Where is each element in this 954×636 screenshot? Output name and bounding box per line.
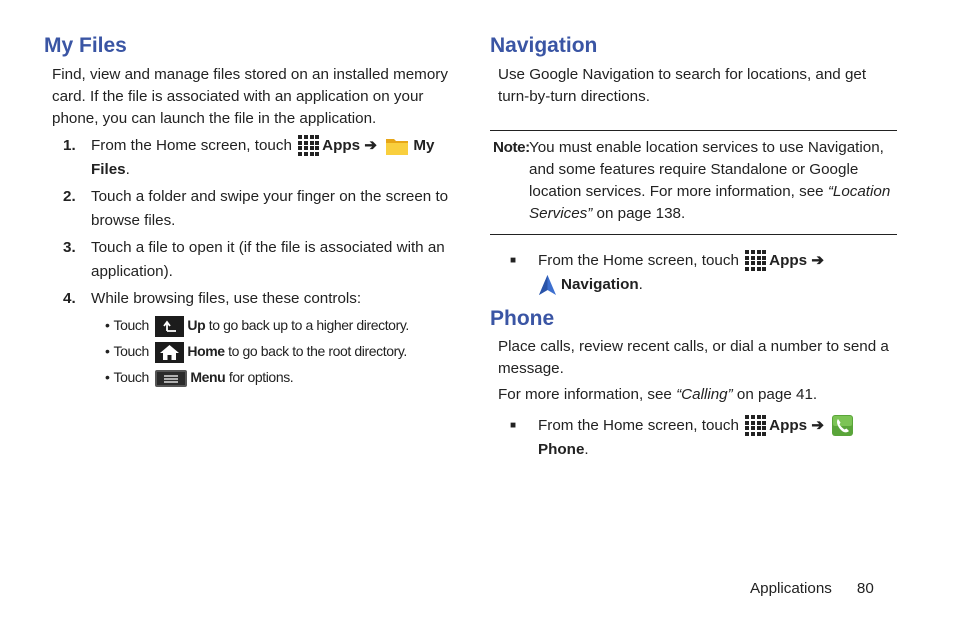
note-box: Note: You must enable location services to use Navigation, and some features require Standalone or Google location services. For more information, see “Location Services” on page 138. — [490, 130, 897, 235]
up-arrow-icon — [155, 316, 184, 337]
control-menu: • Touch Menu for options. — [105, 369, 294, 385]
bullet-square: ■ — [510, 420, 517, 431]
step-number: 1. — [63, 137, 76, 154]
page-footer — [750, 578, 874, 600]
control-home: • Touch Home to go back to the root directory. — [105, 338, 454, 364]
navigation-step: ■ From the Home screen, touch Apps ➔ Navigation. — [490, 249, 900, 297]
apps-grid-icon — [745, 415, 766, 436]
apps-grid-icon — [298, 135, 319, 156]
phone-step: ■ From the Home screen, touch Apps ➔ Phone. — [490, 414, 900, 462]
phone-label: Phone — [538, 441, 585, 458]
phone-more-info: For more information, see “Calling” on page 41. — [498, 386, 818, 403]
note-label: Note: — [493, 139, 530, 156]
control-up: • Touch Up to go back up to a higher directory. — [105, 312, 454, 338]
step-number: 2. — [63, 188, 76, 205]
step-1: 1. From the Home screen, touch Apps ➔ My Files. — [44, 134, 454, 182]
apps-label: Apps — [322, 137, 361, 154]
menu-label: Menu — [190, 369, 226, 385]
menu-icon — [155, 370, 187, 387]
up-label: Up — [187, 317, 206, 333]
my-files-steps — [44, 134, 454, 311]
apps-label: Apps — [769, 252, 808, 269]
navigation-intro: Use Google Navigation to search for locations, and get turn-by-turn directions. — [498, 66, 867, 105]
apps-grid-icon — [745, 250, 766, 271]
phone-intro: Place calls, review recent calls, or dial a number to send a message. — [498, 338, 889, 377]
home-label: Home — [187, 343, 225, 359]
navigation-heading: Navigation — [490, 34, 598, 57]
calling-link[interactable]: “Calling” — [676, 386, 733, 403]
phone-icon — [832, 415, 853, 436]
step-number: 3. — [63, 239, 76, 256]
footer-section: Applications — [750, 580, 832, 597]
step-number: 4. — [63, 290, 76, 307]
location-services-link[interactable]: “Location Services” — [529, 183, 891, 222]
home-icon — [155, 342, 184, 363]
step-3: 3. Touch a file to open it (if the file is associated with an application). — [44, 236, 454, 284]
navigation-section — [490, 30, 900, 462]
navigation-label: Navigation — [561, 276, 639, 293]
bullet-square: ■ — [510, 255, 517, 266]
my-files-label: My Files — [91, 137, 435, 178]
folder-icon — [385, 136, 409, 156]
step-2: 2. Touch a folder and swipe your finger on the screen to browse files. — [44, 185, 454, 233]
my-files-intro: Find, view and manage files stored on an installed memory card. If the file is associated with an application on your phone, you can launch the file in the application. — [52, 66, 448, 127]
page-number: 80 — [856, 580, 874, 597]
my-files-heading: My Files — [44, 34, 127, 57]
navigation-arrow-icon — [538, 274, 557, 296]
my-files-section — [44, 30, 454, 390]
step-4: 4. While browsing files, use these controls: — [44, 287, 454, 311]
phone-heading: Phone — [490, 307, 555, 330]
apps-label: Apps — [769, 417, 808, 434]
